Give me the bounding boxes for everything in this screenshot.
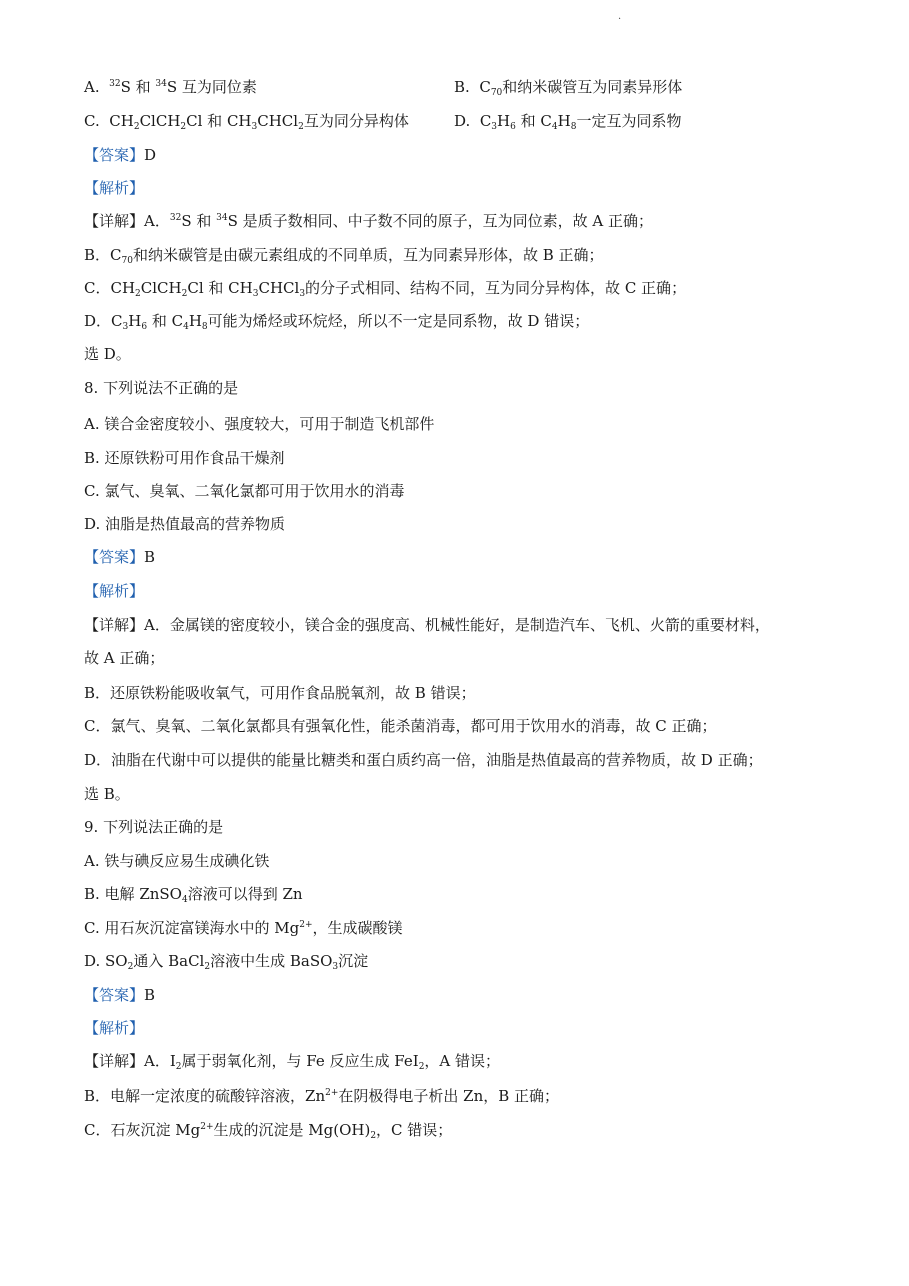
q7-detail-c: C．$CH_2ClCH_2Cl$ 和 $CH_3CHCl_3$的分子式相同、结构不同，互为同分异构体，故 C 正确；	[84, 279, 687, 299]
q8-detail-d: D．油脂在代谢中可以提供的能量比糖类和蛋白质约高一倍，油脂是热值最高的营养物质，故 D 正确；	[84, 751, 763, 769]
q9-option-a: A. 铁与碘反应易生成碘化铁	[84, 852, 270, 870]
q7-analysis-tag: 【解析】	[84, 179, 145, 197]
q7-option-d: D. $C_3H_6$ 和 $C_4H_8$一定互为同系物	[454, 112, 682, 132]
q8-detail-a: 【详解】A．金属镁的密度较小，镁合金的强度高、机械性能好，是制造汽车、飞机、火箭的重要材料，	[84, 616, 770, 634]
q9-option-c: C. 用石灰沉淀富镁海水中的 $Mg^{2+}$，生成碳酸镁	[84, 919, 403, 937]
q8-stem: 8. 下列说法不正确的是	[84, 379, 239, 397]
q9-option-b: B. 电解 ZnSO$_4$溶液可以得到 Zn	[84, 885, 303, 905]
q8-option-d: D. 油脂是热值最高的营养物质	[84, 515, 286, 533]
q9-option-d: D. $SO_2$通入 BaCl$_2$溶液中生成 BaSO$_3$沉淀	[84, 952, 369, 972]
q7-option-b: B. $C_{70}$和纳米碳管互为同素异形体	[454, 78, 683, 98]
q8-analysis-tag: 【解析】	[84, 582, 145, 600]
q8-answer: 【答案】B	[84, 548, 156, 566]
q8-detail-b: B．还原铁粉能吸收氧气，可用作食品脱氧剂，故 B 错误；	[84, 684, 476, 702]
q9-detail-c: C．石灰沉淀 $Mg^{2+}$生成的沉淀是 $Mg(OH)_2$，C 错误；	[84, 1121, 453, 1141]
q8-option-b: B. 还原铁粉可用作食品干燥剂	[84, 449, 285, 467]
q8-option-a: A. 镁合金密度较小、强度较大，可用于制造飞机部件	[84, 415, 435, 433]
q7-detail-b: B．$C_{70}$和纳米碳管是由碳元素组成的不同单质，互为同素异形体，故 B 正确；	[84, 246, 604, 266]
q9-detail-a: 【详解】A．$I_2$属于弱氧化剂，与 Fe 反应生成 FeI$_2$，A 错误；	[84, 1052, 501, 1072]
q7-option-c: C. $CH_2ClCH_2Cl$ 和 $CH_3CHCl_2$互为同分异构体	[84, 112, 409, 132]
q7-select: 选 D。	[84, 345, 131, 363]
q8-detail-a-cont: 故 A 正确；	[84, 649, 165, 667]
q8-option-c: C. 氯气、臭氧、二氧化氯都可用于饮用水的消毒	[84, 482, 405, 500]
q7-detail-a: 【详解】A．$^{32}$S 和 $^{34}$S 是质子数相同、中子数不同的原子，互为同位素，故 A 正确；	[84, 212, 653, 230]
q9-answer: 【答案】B	[84, 986, 156, 1004]
q8-detail-c: C．氯气、臭氧、二氧化氯都具有强氧化性，能杀菌消毒，都可用于饮用水的消毒，故 C 正确；	[84, 717, 717, 735]
q7-option-a: A. $^{32}$S 和 $^{34}$S 互为同位素	[84, 78, 257, 96]
header-dot: ·	[618, 14, 622, 25]
q7-detail-d: D．$C_3H_6$ 和 $C_4H_8$可能为烯烃或环烷烃，所以不一定是同系物，故 D 错误；	[84, 312, 590, 332]
q9-detail-b: B．电解一定浓度的硫酸锌溶液，$Zn^{2+}$在阴极得电子析出 Zn，B 正确；	[84, 1087, 560, 1105]
q7-answer: 【答案】D	[84, 146, 157, 164]
q9-analysis-tag: 【解析】	[84, 1019, 145, 1037]
q9-stem: 9. 下列说法正确的是	[84, 818, 224, 836]
q8-select: 选 B。	[84, 785, 130, 803]
